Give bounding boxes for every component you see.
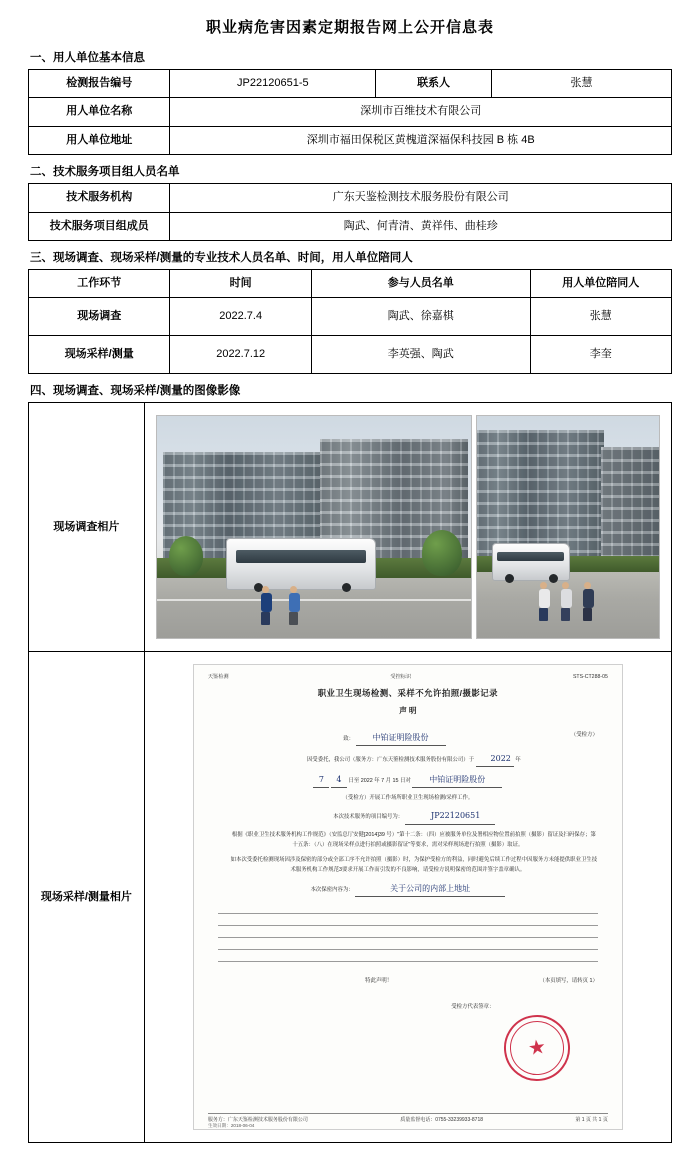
person-head [584,582,591,589]
person-figure [261,586,270,625]
scan-header-right: STS-CT288-05 [572,674,608,681]
footer-small: 生效日期：2018-06-04 [207,1122,255,1128]
person-legs [261,612,270,625]
page-title: 职业病危害因素定期报告网上公开信息表 [205,19,494,36]
people-value: 陶武、徐嘉棋 [311,298,530,336]
section-1-title: 一、用人单位基本信息 [30,52,145,64]
person-body [583,589,594,608]
scan-header [194,665,622,683]
site-photo-group [476,415,660,639]
confidential-label: 本次保密内容为： [310,886,354,893]
red-seal-stamp [500,1011,575,1086]
section-4-title: 四、现场调查、现场采样/测量的图像影像 [30,385,241,398]
scan-header-center: 受控标识 [390,674,412,681]
section-4-table [28,402,672,1143]
table-row [29,184,672,212]
sampling-photo-cell [144,652,671,1143]
scan-note-row [218,976,598,986]
person-body [289,593,300,612]
employer-name-value: 深圳市百维技术有限公司 [170,98,672,126]
paragraph-4: 根据《职业卫生技术服务机构工作规范》（安监总厅安健[2014]39 号）"第十二条：（四）应被服务单位及署相应物位置前拍照（摄影）留证及扫码保存；第十五条：（八）在现场采样点进行拍照或摄影留证"等要求，需对采样现场进行拍照（摄影）取证。 [231,831,596,848]
contact-value: 张慧 [491,70,671,98]
footer-page: 第 1 页 共 1 页 [575,1116,608,1123]
survey-photo-group [149,409,667,645]
person-legs [561,608,570,621]
party-handwriting-2: 中铂证明险股份 [412,772,502,788]
confidential-handwriting: 关于公司的内部上地址 [355,881,505,897]
escort-value: 李奎 [530,336,671,374]
person-figure [561,582,570,621]
section-3-table [28,269,672,374]
person-figure [583,582,592,621]
blank-rule [218,902,598,914]
table-row [29,298,672,336]
person-head [262,586,269,593]
col-stage: 工作环节 [29,269,170,297]
date-value: 2022.7.12 [170,336,311,374]
person-head [562,582,569,589]
bus-vehicle [226,538,376,590]
paragraph-5: 如本次受委托检测现场因涉及保密的部分或全部工序不允许拍照（摄影）时，为保护受检方的利益，同时避免后续工作过程中因服务方未能提供职业卫生技术服务机构工作规范3要求开展工作而引发的不良影响，请受检方说明保密的范围并签字盖章确认。 [230,857,598,874]
tree-icon [169,536,203,576]
section-2-title: 二、技术服务项目组人员名单 [30,166,180,179]
van-window [497,552,564,561]
table-row [29,126,672,154]
table-row [29,336,672,374]
employer-name-label: 用人单位名称 [29,98,170,126]
service-members-value: 陶武、何青清、黄祥伟、曲桂珍 [170,212,672,240]
road-marking [157,599,471,601]
person-body [539,589,550,608]
person-head [540,582,547,589]
scan-title: 职业卫生现场检测、采样不允许拍照/摄影记录 [317,688,499,699]
service-members-label: 技术服务项目组成员 [29,212,170,240]
blank-rule [218,926,598,938]
van-wheel [549,574,558,583]
person-body [261,593,272,612]
star-icon: ★ [526,1036,548,1061]
person-legs [583,608,592,621]
sampling-photo-label: 现场采样/测量相片 [29,652,145,1143]
table-row [29,212,672,240]
contact-label: 联系人 [376,70,492,98]
scan-note: 特此声明！ [365,977,393,984]
bus-window [236,550,366,563]
scan-body [194,719,622,897]
seal-ring [506,1018,567,1079]
report-number-value: JP22120651-5 [170,70,376,98]
project-no-label: 本次技术服务的项目编号为： [333,814,404,821]
scan-sign-row [218,1002,598,1012]
blank-rule [218,914,598,926]
survey-photo-label: 现场调查相片 [29,403,145,652]
party-handwriting: 中铂证明险股份 [356,730,446,746]
section-3-title: 三、现场调查、现场采样/测量的专业技术人员名单、时间，用人单位陪同人 [30,251,413,264]
van-vehicle [492,543,570,581]
person-figure [539,582,548,621]
scan-header-left: 天鉴检测 [207,674,229,681]
bus-wheel [342,583,351,592]
col-escort: 用人单位陪同人 [530,269,671,297]
year-handwriting: 2022 [476,751,514,767]
table-row [29,70,672,98]
scan-subtitle: 声 明 [399,706,417,716]
project-no-handwriting: JP22120651 [405,808,495,824]
scan-tip: （本页填写，请转页 1） [539,977,598,984]
person-body [561,589,572,608]
person-head [290,586,297,593]
party-right-note: （受检方） [570,731,598,738]
party-label: 致： [343,735,355,742]
col-people: 参与人员名单 [311,269,530,297]
footer-right: 质量监督电话：0755-33239933-8718 [400,1116,484,1123]
person-legs [289,612,298,625]
table-row [29,403,672,652]
table-header-row [29,269,672,297]
site-photo-building [156,415,472,639]
section-1-table [28,69,672,155]
employer-address-label: 用人单位地址 [29,126,170,154]
escort-value: 张慧 [530,298,671,336]
person-legs [539,608,548,621]
paragraph-1: 因受委托，我公司（服务方：广东天鉴检测技术服务股份有限公司）于 [306,756,475,763]
service-org-label: 技术服务机构 [29,184,170,212]
section-2-table [28,183,672,241]
year-unit: 年 [515,756,521,763]
paragraph-1-tail: 日至 2022 年 7 月 15 日对 [348,777,411,784]
paragraph-2: （受检方）开展工作场所职业卫生现场检测/采样工作。 [342,795,474,802]
signature-label: 受检方代表签章： [451,1004,495,1011]
footer-left: 服务方：广东天鉴检测技术服务股份有限公司 [207,1116,308,1123]
table-row [29,652,672,1143]
scan-footer [208,1113,608,1126]
stage-value: 现场调查 [29,298,170,336]
tree-icon [422,530,462,576]
blank-rule [218,938,598,950]
van-wheel [505,574,514,583]
building-side [601,447,659,562]
survey-photo-cell [144,403,671,652]
scanned-record-image [193,664,623,1130]
report-number-label: 检测报告编号 [29,70,170,98]
day-handwriting: 4 [331,772,347,788]
blank-rule [218,950,598,962]
service-org-value: 广东天鉴检测技术服务股份有限公司 [170,184,672,212]
table-row [29,98,672,126]
month-handwriting: 7 [313,772,329,788]
people-value: 李英强、陶武 [311,336,530,374]
date-value: 2022.7.4 [170,298,311,336]
col-date: 时间 [170,269,311,297]
employer-address-value: 深圳市福田保税区黄槐道深福保科技园 B 栋 4B [170,126,672,154]
stage-value: 现场采样/测量 [29,336,170,374]
person-figure [289,586,298,625]
